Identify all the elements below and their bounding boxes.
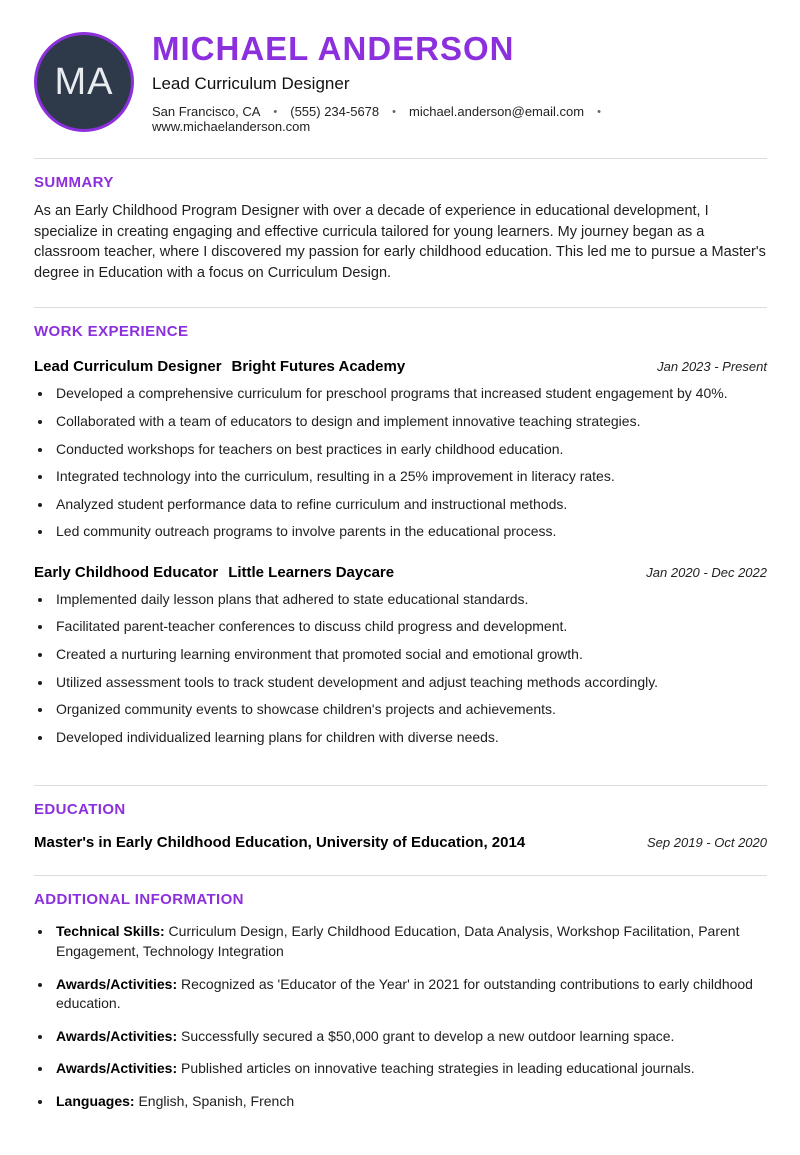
job-bullet: • Created a nurturing learning environment that promoted social and emotional growth. xyxy=(53,645,767,665)
job-bullet: • Collaborated with a team of educators to design and implement innovative teaching strategies. xyxy=(53,412,767,432)
job-header xyxy=(34,564,767,582)
summary-heading: SUMMARY xyxy=(34,174,114,191)
job-title-company xyxy=(34,358,405,376)
job-bullet-list xyxy=(34,590,767,748)
additional-item xyxy=(53,975,767,1014)
job-bullet: • Utilized assessment tools to track student development and adjust teaching methods accordingly. xyxy=(53,673,767,693)
separator-dot: • xyxy=(392,105,396,118)
job-bullet: • Led community outreach programs to involve parents in the educational process. xyxy=(53,522,767,542)
additional-item-label: Awards/Activities: xyxy=(56,975,178,992)
education-degree: Master's in Early Childhood Education, University of Education, 2014 xyxy=(34,834,526,852)
section-divider xyxy=(34,785,767,786)
job-role: Early Childhood Educator xyxy=(34,563,219,581)
section-summary xyxy=(34,158,767,283)
job-bullet-list xyxy=(34,384,767,542)
additional-item-text: Published articles on innovative teaching strategies in leading educational journals. xyxy=(177,1060,695,1077)
contact-email: michael.anderson@email.com xyxy=(409,104,585,119)
separator-dot: • xyxy=(597,105,601,118)
additional-item xyxy=(53,1092,767,1112)
section-work-experience xyxy=(34,307,767,747)
job-bullet: • Integrated technology into the curriculum, resulting in a 25% improvement in literacy rates. xyxy=(53,467,767,487)
education-dates: Sep 2019 - Oct 2020 xyxy=(647,835,767,851)
additional-information-heading: ADDITIONAL INFORMATION xyxy=(34,891,244,909)
work-experience-heading: WORK EXPERIENCE xyxy=(34,323,189,341)
job-bullet: • Facilitated parent-teacher conferences to discuss child progress and development. xyxy=(53,617,767,637)
contact-website: www.michaelanderson.com xyxy=(152,119,311,134)
avatar-initials: MA xyxy=(54,60,114,103)
header-text xyxy=(152,30,767,134)
additional-item-text: Curriculum Design, Early Childhood Education, Data Analysis, Workshop Facilitation, Parent Engagement, Technology Integration xyxy=(56,923,740,960)
additional-item xyxy=(53,922,767,961)
jobs-container xyxy=(34,358,767,747)
summary-text: As an Early Childhood Program Designer with over a decade of experience in educational development, I specialize in creating engaging and effective curricula tailored for young learners. My journey began as a classroom teacher, where I discovered my passion for early childhood education. This led me to pursue a Master's degree in Education with a focus on Curriculum Design. xyxy=(34,203,766,281)
job-bullet: • Developed a comprehensive curriculum for preschool programs that increased student engagement by 40%. xyxy=(53,384,767,404)
additional-item-label: Awards/Activities: xyxy=(56,1060,178,1077)
section-divider xyxy=(34,158,767,159)
job-bullet: • Conducted workshops for teachers on best practices in early childhood education. xyxy=(53,440,767,460)
additional-item-label: Awards/Activities: xyxy=(56,1027,178,1044)
section-additional-information xyxy=(34,875,767,1111)
additional-item-text: Recognized as 'Educator of the Year' in 2021 for outstanding contributions to early childhood education. xyxy=(56,975,753,1012)
job-entry xyxy=(34,564,767,748)
section-divider xyxy=(34,875,767,876)
separator-dot: • xyxy=(273,105,278,118)
section-divider xyxy=(34,307,767,308)
contact-line xyxy=(152,104,767,134)
education-entry xyxy=(34,834,767,851)
additional-list xyxy=(34,922,767,1111)
additional-item-text: Successfully secured a $50,000 grant to develop a new outdoor learning space. xyxy=(177,1027,675,1044)
additional-item-text: English, Spanish, French xyxy=(134,1093,295,1109)
resume-header xyxy=(34,30,767,134)
additional-item-label: Technical Skills: xyxy=(56,923,165,940)
education-heading: EDUCATION xyxy=(34,801,126,819)
avatar xyxy=(34,32,134,132)
section-education xyxy=(34,785,767,851)
job-entry xyxy=(34,358,767,542)
job-company: Bright Futures Academy xyxy=(231,358,406,376)
job-bullet: • Implemented daily lesson plans that adhered to state educational standards. xyxy=(53,590,767,610)
job-title-company xyxy=(34,564,394,582)
job-header xyxy=(34,358,767,376)
additional-item xyxy=(53,1059,767,1079)
job-bullet: • Developed individualized learning plans for children with diverse needs. xyxy=(53,728,767,748)
job-dates: Jan 2020 - Dec 2022 xyxy=(646,564,767,580)
job-bullet: • Analyzed student performance data to refine curriculum and instructional methods. xyxy=(53,495,767,515)
candidate-title: Lead Curriculum Designer xyxy=(152,74,350,93)
contact-phone: (555) 234-5678 xyxy=(290,104,380,119)
job-bullet: • Organized community events to showcase children's projects and achievements. xyxy=(53,700,767,720)
candidate-name: MICHAEL ANDERSON xyxy=(152,30,515,67)
contact-location: San Francisco, CA xyxy=(152,104,261,119)
job-dates: Jan 2023 - Present xyxy=(657,359,767,375)
job-company: Little Learners Daycare xyxy=(228,563,395,581)
additional-item xyxy=(53,1027,767,1047)
job-role: Lead Curriculum Designer xyxy=(34,358,222,376)
additional-item-label: Languages: xyxy=(56,1093,135,1109)
